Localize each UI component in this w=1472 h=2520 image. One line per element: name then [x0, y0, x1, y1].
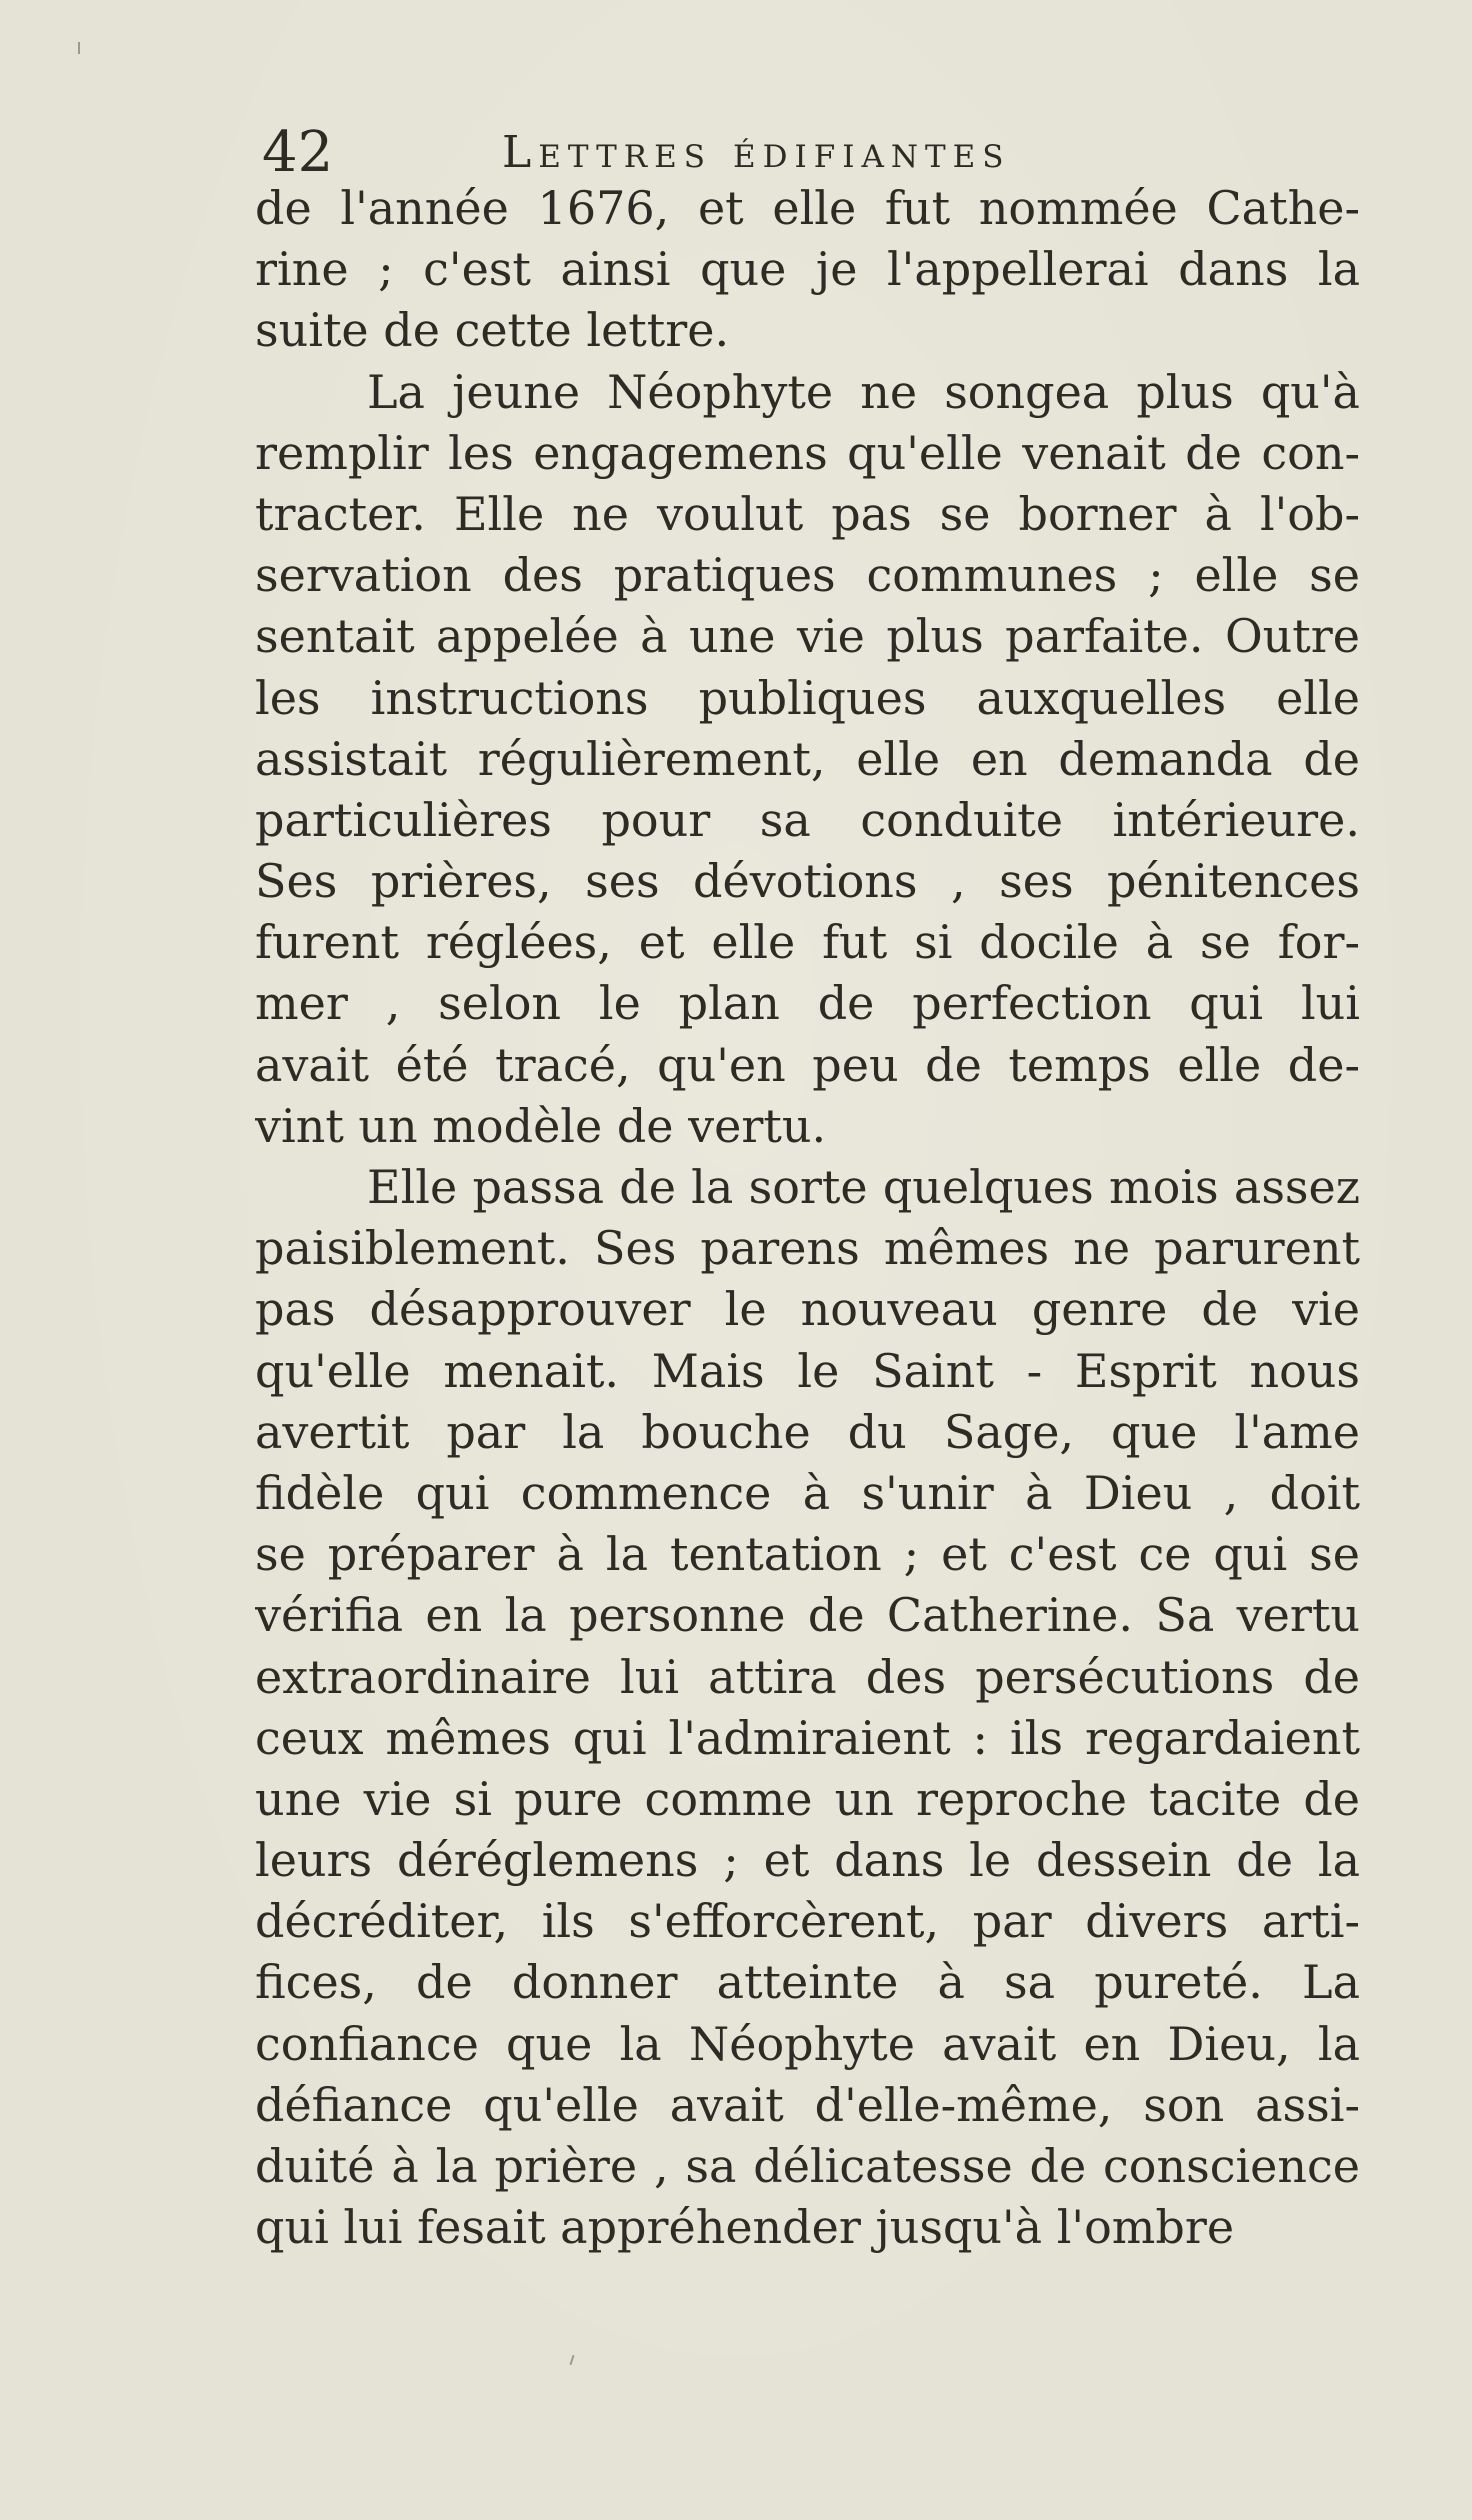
- text-line: tracter. Elle ne voulut pas se borner à l'ob-: [255, 486, 1360, 541]
- text-line: vérifia en la personne de Catherine. Sa vertu: [255, 1588, 1360, 1643]
- text-line: suite de cette lettre.: [255, 303, 730, 358]
- page-number: 42: [262, 120, 334, 185]
- text-line: ceux mêmes qui l'admiraient : ils regardaient: [255, 1710, 1360, 1765]
- text-line: remplir les engagemens qu'elle venait de con-: [255, 425, 1360, 480]
- text-line: qui lui fesait appréhender jusqu'à l'ombre: [255, 2200, 1235, 2255]
- paper-mark: [78, 42, 80, 54]
- text-line: extraordinaire lui attira des persécutions de: [255, 1649, 1360, 1704]
- text-line: paisiblement. Ses parens mêmes ne parurent: [255, 1221, 1360, 1276]
- text-line: confiance que la Néophyte avait en Dieu, la: [255, 2016, 1360, 2071]
- text-line: leurs déréglemens ; et dans le dessein de la: [255, 1833, 1360, 1888]
- text-line: pas désapprouver le nouveau genre de vie: [255, 1282, 1360, 1337]
- running-title: Lettres édifiantes: [502, 127, 1011, 178]
- text-line: particulières pour sa conduite intérieure.: [255, 792, 1360, 847]
- text-line: décréditer, ils s'efforcèrent, par divers arti-: [255, 1894, 1360, 1949]
- text-line: avertit par la bouche du Sage, que l'ame: [255, 1404, 1360, 1459]
- text-line: fices, de donner atteinte à sa pureté. La: [255, 1955, 1360, 2010]
- text-line: défiance qu'elle avait d'elle-même, son assi-: [255, 2077, 1360, 2132]
- text-line: une vie si pure comme un reproche tacite de: [255, 1771, 1360, 1826]
- text-line: se préparer à la tentation ; et c'est ce qui se: [255, 1527, 1360, 1582]
- text-line: sentait appelée à une vie plus parfaite. Outre: [255, 609, 1360, 664]
- text-line: La jeune Néophyte ne songea plus qu'à: [367, 364, 1360, 419]
- text-line: Elle passa de la sorte quelques mois assez: [367, 1160, 1360, 1214]
- body-text: [255, 178, 1360, 2258]
- text-line: les instructions publiques auxquelles elle: [255, 670, 1360, 725]
- text-line: assistait régulièrement, elle en demanda de: [255, 731, 1360, 786]
- text-line: qu'elle menait. Mais le Saint - Esprit nous: [255, 1343, 1360, 1398]
- text-line: furent réglées, et elle fut si docile à se for-: [255, 915, 1360, 970]
- text-line: duité à la prière , sa délicatesse de conscience: [255, 2139, 1360, 2193]
- text-line: mer , selon le plan de perfection qui lui: [255, 976, 1360, 1031]
- text-line: servation des pratiques communes ; elle se: [255, 548, 1360, 603]
- text-line: rine ; c'est ainsi que je l'appellerai dans la: [255, 242, 1360, 297]
- text-line: vint un modèle de vertu.: [255, 1098, 827, 1153]
- text-line: fidèle qui commence à s'unir à Dieu , doit: [255, 1465, 1360, 1520]
- text-line: avait été tracé, qu'en peu de temps elle de-: [255, 1037, 1360, 1092]
- text-line: de l'année 1676, et elle fut nommée Cathe-: [255, 181, 1360, 235]
- paper-mark: [570, 2355, 575, 2365]
- text-line: Ses prières, ses dévotions , ses pénitences: [255, 854, 1360, 909]
